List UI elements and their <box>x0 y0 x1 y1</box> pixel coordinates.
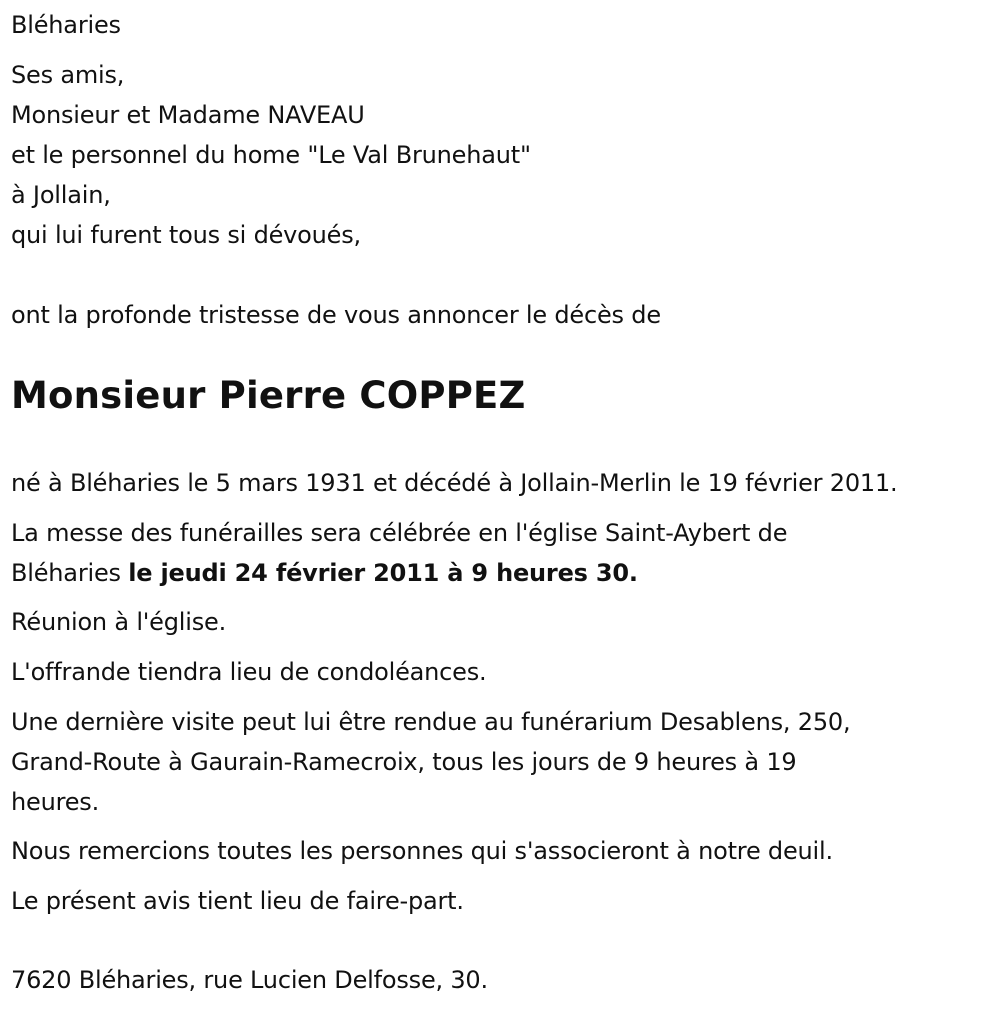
mass-line-2-prefix: Bléharies <box>11 559 129 587</box>
intro-line-4: à Jollain, <box>11 181 111 209</box>
mass-line-2 <box>11 553 638 593</box>
offering-line: L'offrande tiendra lieu de condoléances. <box>11 658 487 686</box>
address-line: 7620 Bléharies, rue Lucien Delfosse, 30. <box>11 966 488 994</box>
intro-line-1: Ses amis, <box>11 61 125 89</box>
intro-line-2: Monsieur et Madame NAVEAU <box>11 101 365 129</box>
mass-line-1: La messe des funérailles sera célébrée en l'église Saint-Aybert de <box>11 519 788 547</box>
town-header: Bléharies <box>11 11 121 39</box>
intro-line-3: et le personnel du home "Le Val Brunehaut" <box>11 141 531 169</box>
announcement-text: ont la profonde tristesse de vous annoncer le décès de <box>11 301 661 329</box>
mass-date-time: le jeudi 24 février 2011 à 9 heures 30. <box>128 559 638 587</box>
deceased-name: Monsieur Pierre COPPEZ <box>11 374 526 417</box>
intro-line-5: qui lui furent tous si dévoués, <box>11 221 361 249</box>
visit-line-3: heures. <box>11 788 100 816</box>
meeting-line: Réunion à l'église. <box>11 608 227 636</box>
thanks-line: Nous remercions toutes les personnes qui s'associeront à notre deuil. <box>11 837 833 865</box>
visit-line-2: Grand-Route à Gaurain-Ramecroix, tous les jours de 9 heures à 19 <box>11 748 797 776</box>
visit-line-1: Une dernière visite peut lui être rendue au funérarium Desablens, 250, <box>11 708 851 736</box>
birth-death-line: né à Bléharies le 5 mars 1931 et décédé à Jollain-Merlin le 19 février 2011. <box>11 469 898 497</box>
notice-line: Le présent avis tient lieu de faire-part. <box>11 887 464 915</box>
